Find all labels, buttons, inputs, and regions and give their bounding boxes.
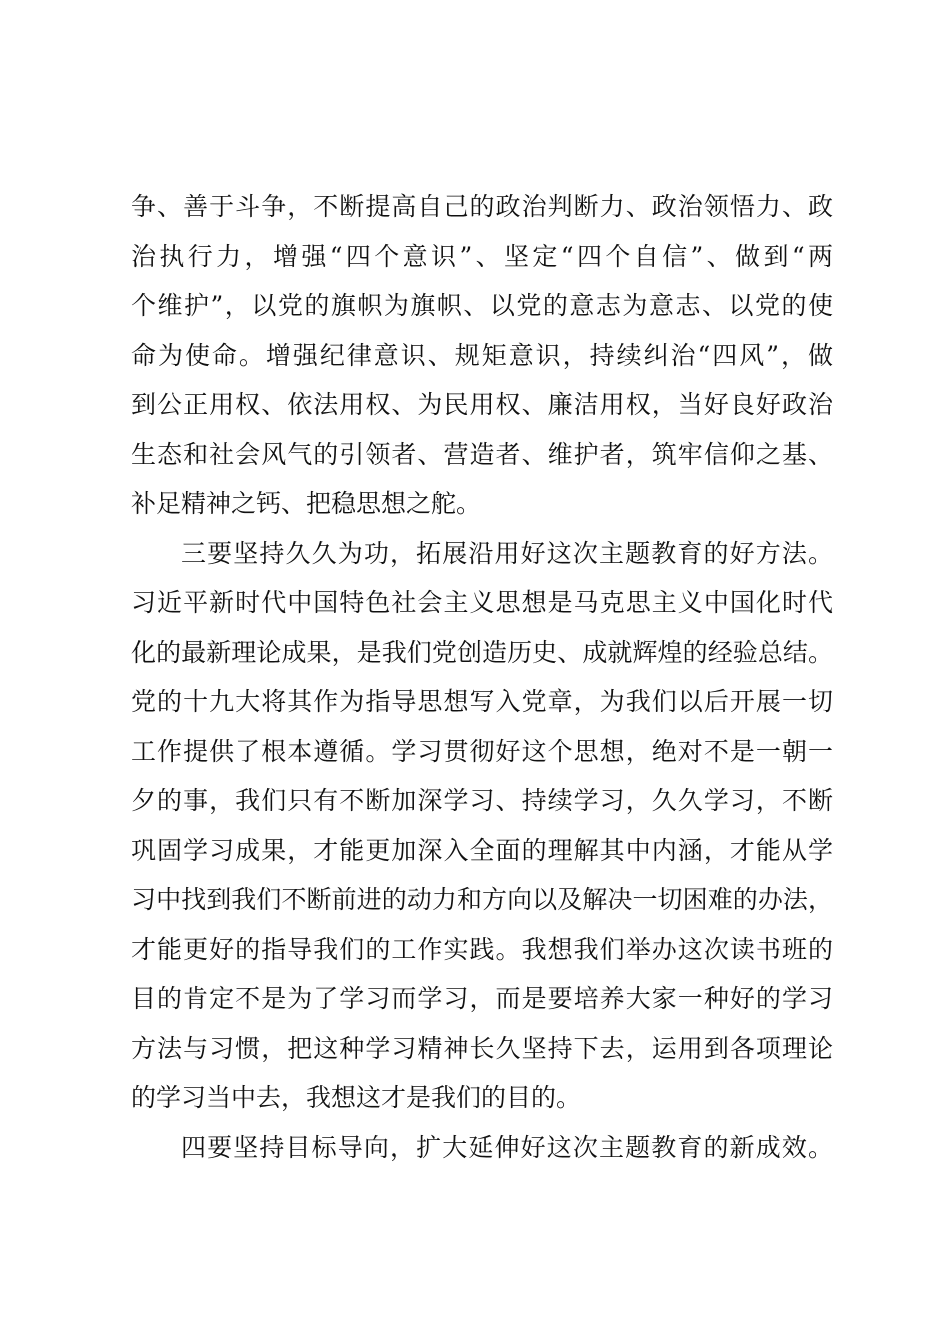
text-line: 巩固学习成果，才能更加深入全面的理解其中内涵，才能从学 — [131, 835, 833, 865]
text-line: 治执行力，增强“四个意识”、坚定“四个自信”、做到“两 — [131, 241, 833, 271]
text-line: 习中找到我们不断前进的动力和方向以及解决一切困难的办法， — [131, 885, 833, 914]
paragraph-heading-4: 四要坚持目标导向，扩大延伸好这次主题教育的新成效。 — [181, 1132, 833, 1162]
text-line: 命为使命。增强纪律意识、规矩意识，持续纠治“四风”，做 — [131, 340, 833, 370]
text-line: 夕的事，我们只有不断加深学习、持续学习，久久学习，不断 — [131, 786, 833, 815]
text-line: 争、善于斗争，不断提高自己的政治判断力、政治领悟力、政 — [131, 192, 833, 221]
body-text — [131, 182, 833, 1172]
text-line: 化的最新理论成果，是我们党创造历史、成就辉煌的经验总结。 — [131, 637, 833, 667]
text-line: 个维护”，以党的旗帜为旗帜、以党的意志为意志、以党的使 — [131, 291, 833, 320]
text-line: 党的十九大将其作为指导思想写入党章，为我们以后开展一切 — [131, 687, 833, 716]
text-line: 到公正用权、依法用权、为民用权、廉洁用权，当好良好政治 — [131, 390, 833, 419]
text-line: 补足精神之钙、把稳思想之舵。 — [131, 489, 482, 518]
paragraph-heading-3: 三要坚持久久为功，拓展沿用好这次主题教育的好方法。 — [181, 538, 833, 568]
text-line: 工作提供了根本遵循。学习贯彻好这个思想，绝对不是一朝一 — [131, 736, 833, 766]
text-line: 的学习当中去，我想这才是我们的目的。 — [131, 1083, 582, 1112]
text-line: 才能更好的指导我们的工作实践。我想我们举办这次读书班的 — [131, 934, 833, 964]
text-line: 目的肯定不是为了学习而学习，而是要培养大家一种好的学习 — [131, 984, 833, 1013]
text-line: 方法与习惯，把这种学习精神长久坚持下去，运用到各项理论 — [131, 1033, 833, 1063]
text-line: 生态和社会风气的引领者、营造者、维护者，筑牢信仰之基、 — [131, 439, 833, 469]
text-line: 习近平新时代中国特色社会主义思想是马克思主义中国化时代 — [131, 588, 833, 617]
